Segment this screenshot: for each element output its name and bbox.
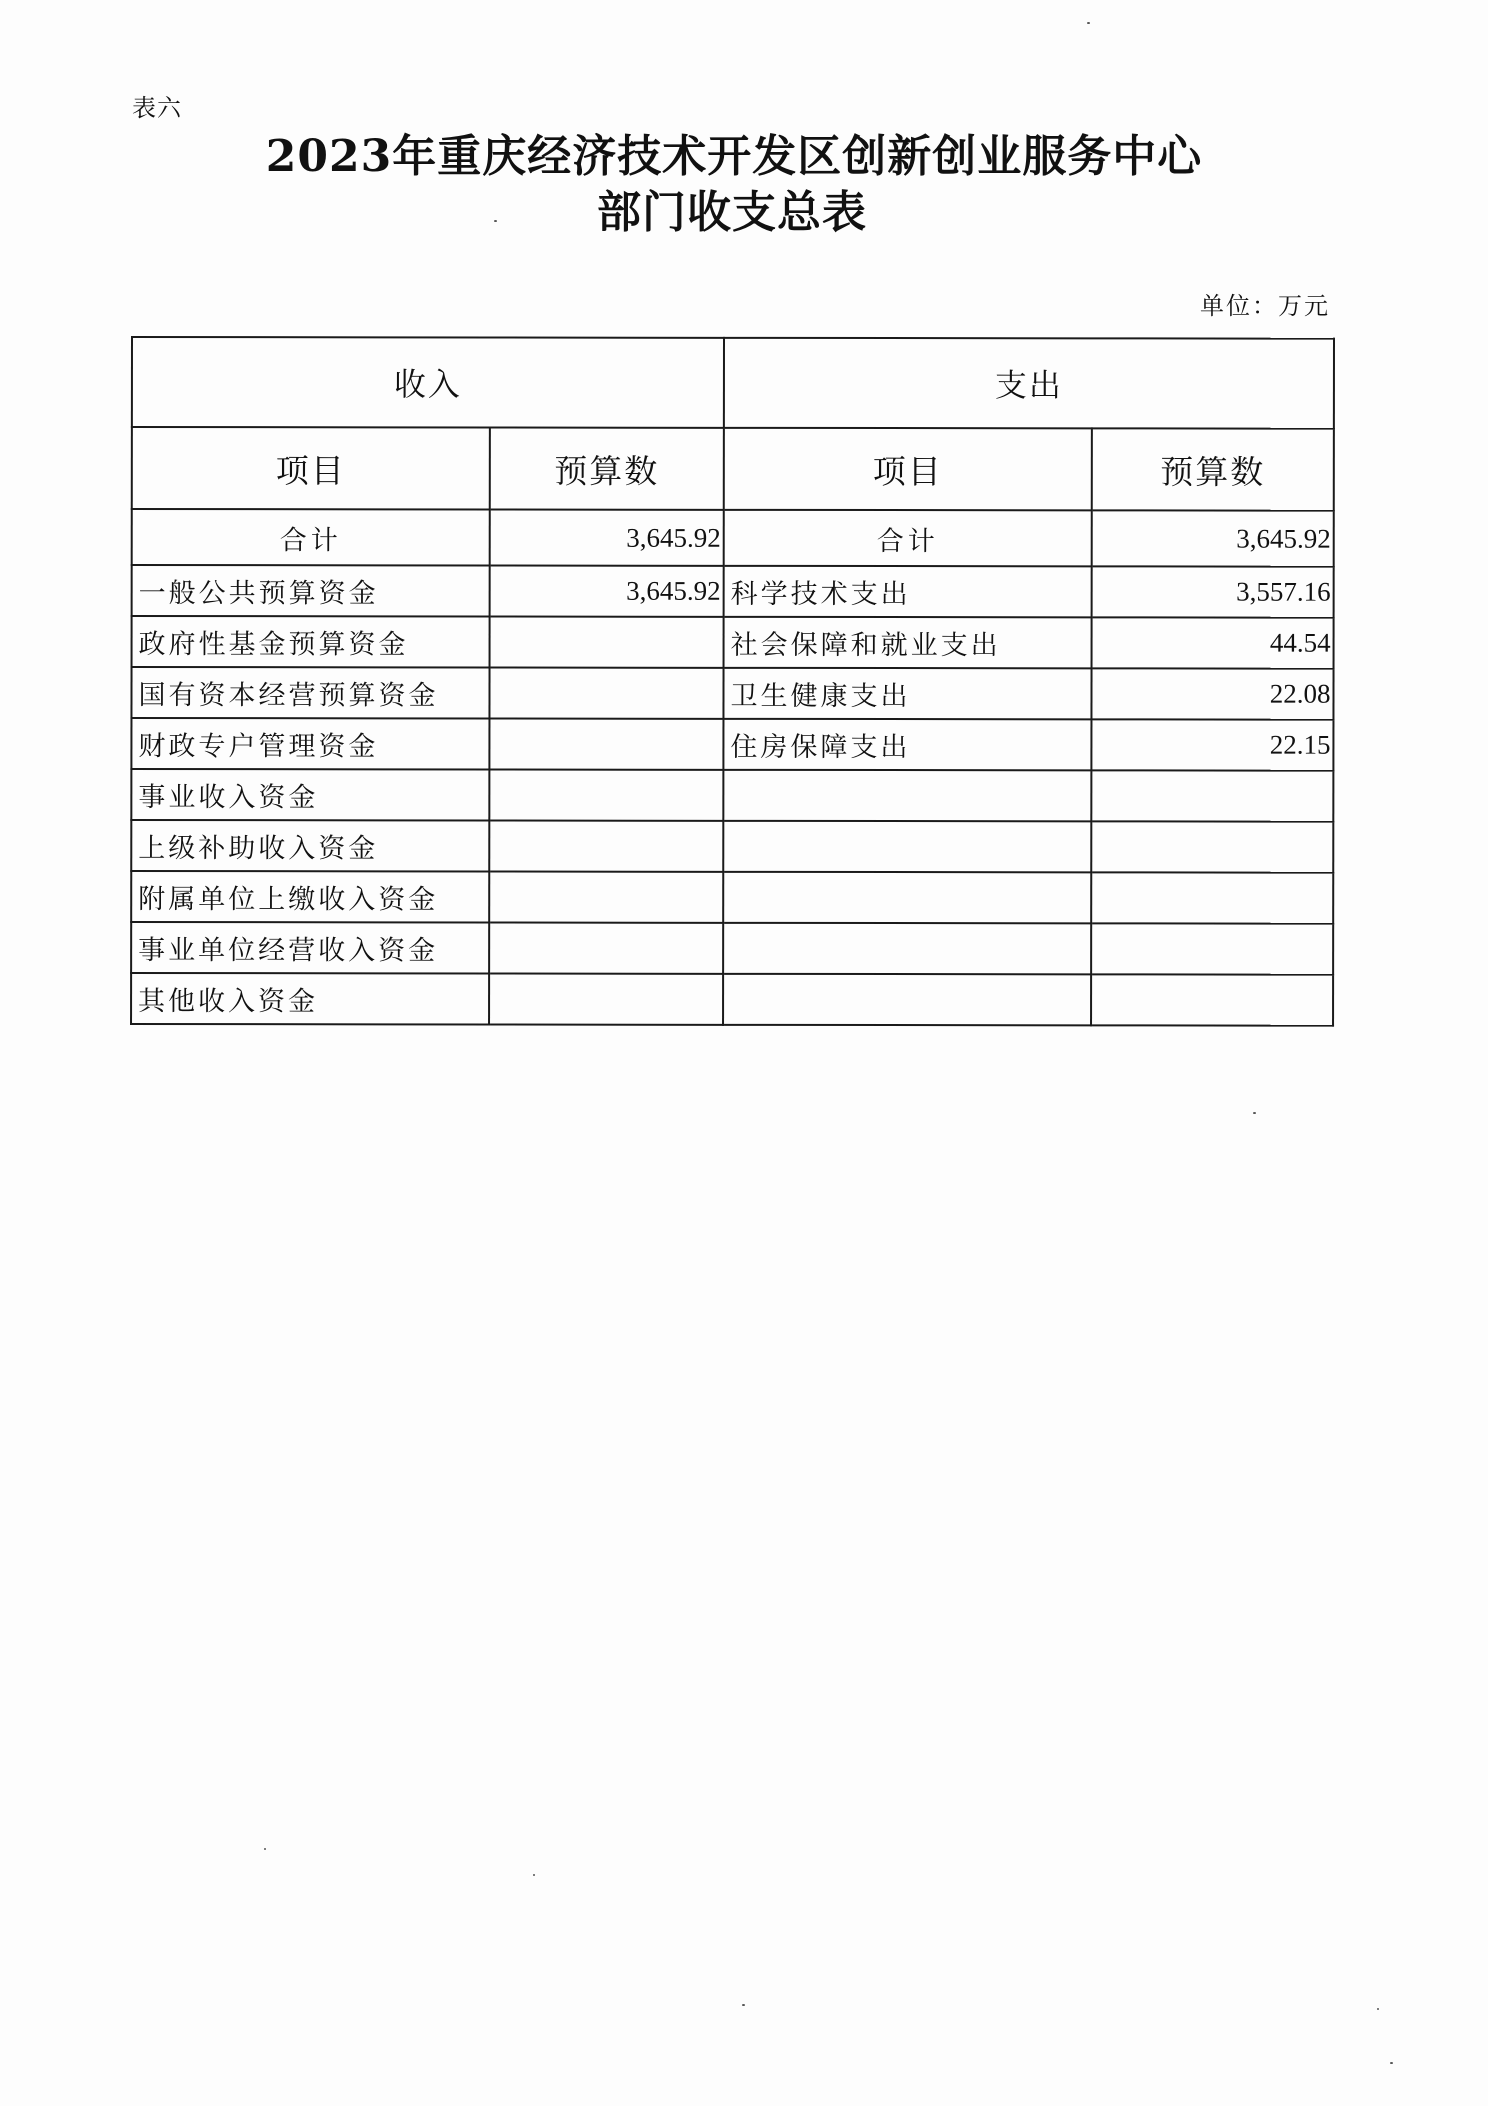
income-item-column-header: 项目 [132, 427, 490, 509]
scan-speck [742, 2004, 745, 2006]
table-row [131, 667, 1333, 720]
expense-item-cell [723, 923, 1091, 975]
column-header-row [132, 427, 1334, 511]
income-value-cell: 3,645.92 [490, 566, 724, 617]
expense-item-cell [723, 770, 1091, 822]
expense-item-cell [723, 974, 1091, 1026]
expense-value-cell [1091, 872, 1333, 923]
scan-speck [1087, 22, 1090, 24]
expense-value-cell [1091, 770, 1333, 821]
document-title-line2: 部门收支总表 [597, 187, 867, 238]
income-item-cell: 上级补助收入资金 [131, 820, 489, 871]
expense-item-cell [723, 872, 1091, 924]
section-header-row [132, 337, 1334, 429]
expense-value-cell: 44.54 [1092, 617, 1334, 668]
income-value-cell [489, 821, 723, 872]
table-row [131, 769, 1333, 822]
table-row [131, 718, 1333, 771]
income-total-label: 合计 [132, 509, 490, 565]
table-row [132, 565, 1334, 618]
document-title-line1: 2023年重庆经济技术开发区创新创业服务中心 [265, 131, 1203, 182]
scan-speck [494, 220, 497, 222]
budget-table [130, 336, 1335, 1027]
expense-total-label: 合计 [724, 510, 1092, 567]
income-item-cell: 政府性基金预算资金 [132, 616, 490, 667]
income-item-cell: 国有资本经营预算资金 [131, 667, 489, 718]
income-value-cell [489, 668, 723, 719]
unit-label: 单位：万元 [1200, 292, 1330, 320]
table-row [131, 820, 1333, 873]
expense-value-cell [1091, 821, 1333, 872]
scan-speck [1253, 1112, 1256, 1114]
table-row [132, 616, 1334, 669]
income-item-cell: 附属单位上缴收入资金 [131, 871, 489, 922]
scan-speck [264, 1848, 266, 1850]
income-budget-column-header: 预算数 [490, 428, 724, 510]
expense-value-cell [1091, 974, 1333, 1025]
expense-value-cell: 3,557.16 [1092, 566, 1334, 617]
income-item-cell: 一般公共预算资金 [132, 565, 490, 616]
expense-item-cell [723, 821, 1091, 873]
expense-item-cell: 社会保障和就业支出 [724, 617, 1092, 669]
income-item-cell: 事业收入资金 [131, 769, 489, 820]
income-value-cell [489, 923, 723, 974]
income-section-header: 收入 [132, 337, 724, 428]
expense-item-cell: 卫生健康支出 [723, 668, 1091, 720]
expense-item-cell: 科学技术支出 [724, 566, 1092, 618]
scan-speck [533, 1874, 535, 1876]
expense-section-header: 支出 [724, 338, 1334, 429]
expense-item-cell: 住房保障支出 [723, 719, 1091, 771]
expense-value-cell: 22.15 [1091, 719, 1333, 770]
income-item-cell: 财政专户管理资金 [131, 718, 489, 769]
income-item-cell: 事业单位经营收入资金 [131, 922, 489, 973]
income-item-cell: 其他收入资金 [131, 973, 489, 1024]
income-value-cell [489, 974, 723, 1025]
income-value-cell [490, 617, 724, 668]
table-label: 表六 [132, 94, 182, 122]
income-value-cell [489, 719, 723, 770]
expense-item-column-header: 项目 [724, 428, 1092, 511]
table-row [131, 871, 1333, 924]
income-value-cell [489, 770, 723, 821]
income-value-cell [489, 872, 723, 923]
expense-value-cell: 22.08 [1091, 668, 1333, 719]
total-row [132, 509, 1334, 567]
expense-value-cell [1091, 923, 1333, 974]
table-row [131, 973, 1333, 1026]
scan-speck [1390, 2062, 1393, 2064]
scan-speck [1377, 2008, 1379, 2010]
expense-budget-column-header: 预算数 [1092, 428, 1334, 510]
table-row [131, 922, 1333, 975]
expense-total-value: 3,645.92 [1092, 510, 1334, 566]
income-total-value: 3,645.92 [490, 510, 724, 566]
